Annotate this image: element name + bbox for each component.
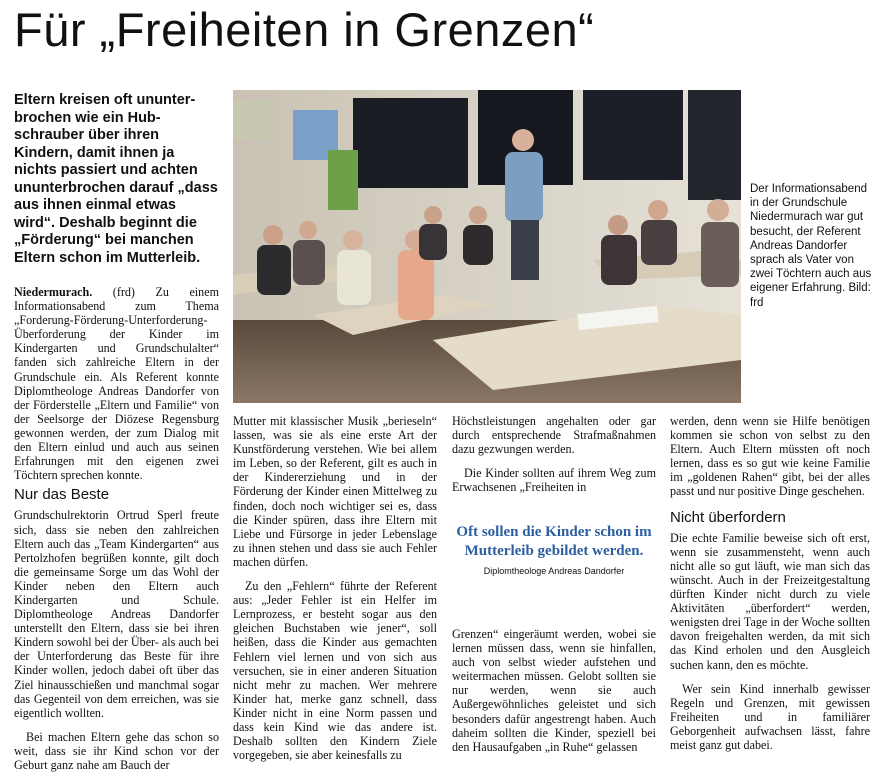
pull-quote-author: Diplomtheologe Andreas Dandorfer [483, 566, 625, 576]
col3-paragraph-1: Höchstleistungen angehalten oder gar durch entsprechende Strafmaßnahmen dazu gezwungen werden. [452, 414, 656, 457]
subhead-nur-das-beste: Nur das Beste [14, 486, 110, 504]
col1-paragraph-1 [14, 285, 219, 482]
col2-paragraph-2: Zu den „Fehlern“ führte der Referent aus: „Jeder Fehler ist ein Helfer im Lernprozess, er besteht sogar aus den gleichen Buchstaben wie jener“, soll heißen, dass die Kinder aus gemachten Fehlern viel lernen und von sich aus versuchen, sie in einer anderen Situation nicht mehr zu machen. Wer mehrere Kinder hat, merke ganz schnell, dass Kinder nicht in eine Norm passen und dass kein Kind wie das andere ist. Deshalb sollten den Kindern Ziele vorgegeben, sie aber keinesfalls zu [233, 579, 437, 763]
column-4 [670, 414, 870, 752]
col4-paragraph-1: werden, denn wenn sie Hilfe benötigen kommen sie schon von selbst zu den Eltern. Auch Eltern müssten oft noch lernen, dass es so gut wie keine Familie im „goldenen Rahen“ gibt, bei der alles passt und nur positive Dinge geschehen. [670, 414, 870, 499]
pull-quote-text: Oft sollen die Kinder schon im Mutterleib gebildet werden. [456, 524, 652, 559]
col4-paragraph-2: Die echte Familie beweise sich oft erst, wenn sie zusammensteht, wenn auch nicht alle so gut läuft, wie man sich das wünscht. Auch in der Freizeitgestaltung dürften Kinder nicht durch zu viele Aktivitäten „überfordert“ werden, wenigsten drei Tage in der Woche sollten davon freigehalten werden, da mit sich das Kind erholen und den Ausgleich suchen kann, den es möchte. [670, 530, 870, 672]
col2-paragraph-1: Mutter mit klassischer Musik „berieseln“ lassen, was sie als eine erste Art der Kunstförderung verstehen. Wie bei allem im Leben, so der Referent, gilt es auch in der Kindererziehung und in der Förderung der Kinder einen Mittelweg zu finden, doch noch wichtiger sei es, dass die Kinder spüren, dass ihre Eltern mit Liebe und Fürsorge in jeder Lebenslage zu ihnen stehen und dass sie auch Fehler machen dürfen. [233, 414, 437, 569]
dateline: Niedermurach. [14, 285, 93, 299]
col1-paragraph-3: Bei machen Eltern gehe das schon so weit, dass sie ihr Kind schon vor der Geburt ganz nahe am Bauch der [14, 729, 219, 772]
subhead-nicht-ueberfordern: Nicht überfordern [670, 508, 786, 526]
article-photo [233, 90, 741, 403]
col1-paragraph-2: Grundschulrektorin Ortrud Sperl freute sich, dass sie neben den zahlreichen Eltern auch das „Team Kindergarten“ aus Pertolzhofen begrüßen konnte, gilt doch die gemeinsame Sorge um das Wohl der Kinder neben den Eltern auch Kindergarten und Schule. Diplomtheologe Andreas Dandorfer unterstellt den Eltern, dass sie bei ihren Kindern sowohl bei der Über- als auch bei der Unterforderung das Beste für ihre Kinder wollen, jedoch dabei oft über das Ziel hinausschießen und manchmal sogar das Gegenteil von dem erreichen, was sie eigentlich wollten. [14, 508, 219, 720]
col3-paragraph-3: Grenzen“ eingeräumt werden, wobei sie lernen müssen dass, wenn sie hinfallen, auch von selbst wieder aufstehen und weitermachen müssen. Gelobt sollten sie nur werden, wenn sie auch Außergewöhnliches geleistet und sich besonders dafür angestrengt haben. Auch daheim sollten die Kinder, speziell bei den Hausaufgaben „in Ruhe“ gelassen [452, 627, 656, 754]
column-1 [14, 285, 219, 772]
col1-p1-text: (frd) Zu einem Informationsabend zum Thema „Forderung-Förderung-Unterforderung-Überforderung der Kinder im Kindergarten und Grundschulalter“ fanden sich zahlreiche Eltern in der Grundschule ein. Als Referent konnte Diplomtheologe Andreas Dandorfer von der Förderstelle „Eltern und Familie“ von der Seelsorge der Diözese Regensburg gewonnen werden, der zum Dialog mit den Eltern einlud und auch aus seinen Erfahrungen mit den eigenen zwei Töchtern sprechen konnte. [14, 285, 219, 483]
column-3-continued [452, 627, 656, 754]
pull-quote [452, 523, 656, 576]
col4-paragraph-3: Wer sein Kind innerhalb gewisser Regeln und Grenzen, mit gewissen Freiheiten und in familiärer Geborgenheit aufwachsen lässt, fahre meist ganz gut dabei. [670, 681, 870, 752]
column-2 [233, 414, 437, 762]
headline: Für „Freiheiten in Grenzen“ [14, 3, 595, 56]
col3-paragraph-2: Die Kinder sollten auf ihrem Weg zum Erwachsenen „Freiheiten in [452, 466, 656, 495]
classroom-photo [233, 90, 741, 403]
photo-caption: Der Informationsabend in der Grundschule Niedermurach war gut besucht, der Referent Andreas Dandorfer sprach als Vater von zwei Töchtern auch aus eigener Erfahrung. Bild: frd [750, 183, 872, 309]
column-3 [452, 414, 656, 494]
lead-paragraph: Eltern kreisen oft ununter-brochen wie ein Hub-schrauber über ihren Kindern, damit ihnen ja nichts passiert und achten ununterbrochen darauf „dass aus ihnen einmal etwas wird“. Deshalb beginnt die „Förderung“ bei manchen Eltern schon im Mutterleib. [14, 92, 218, 266]
